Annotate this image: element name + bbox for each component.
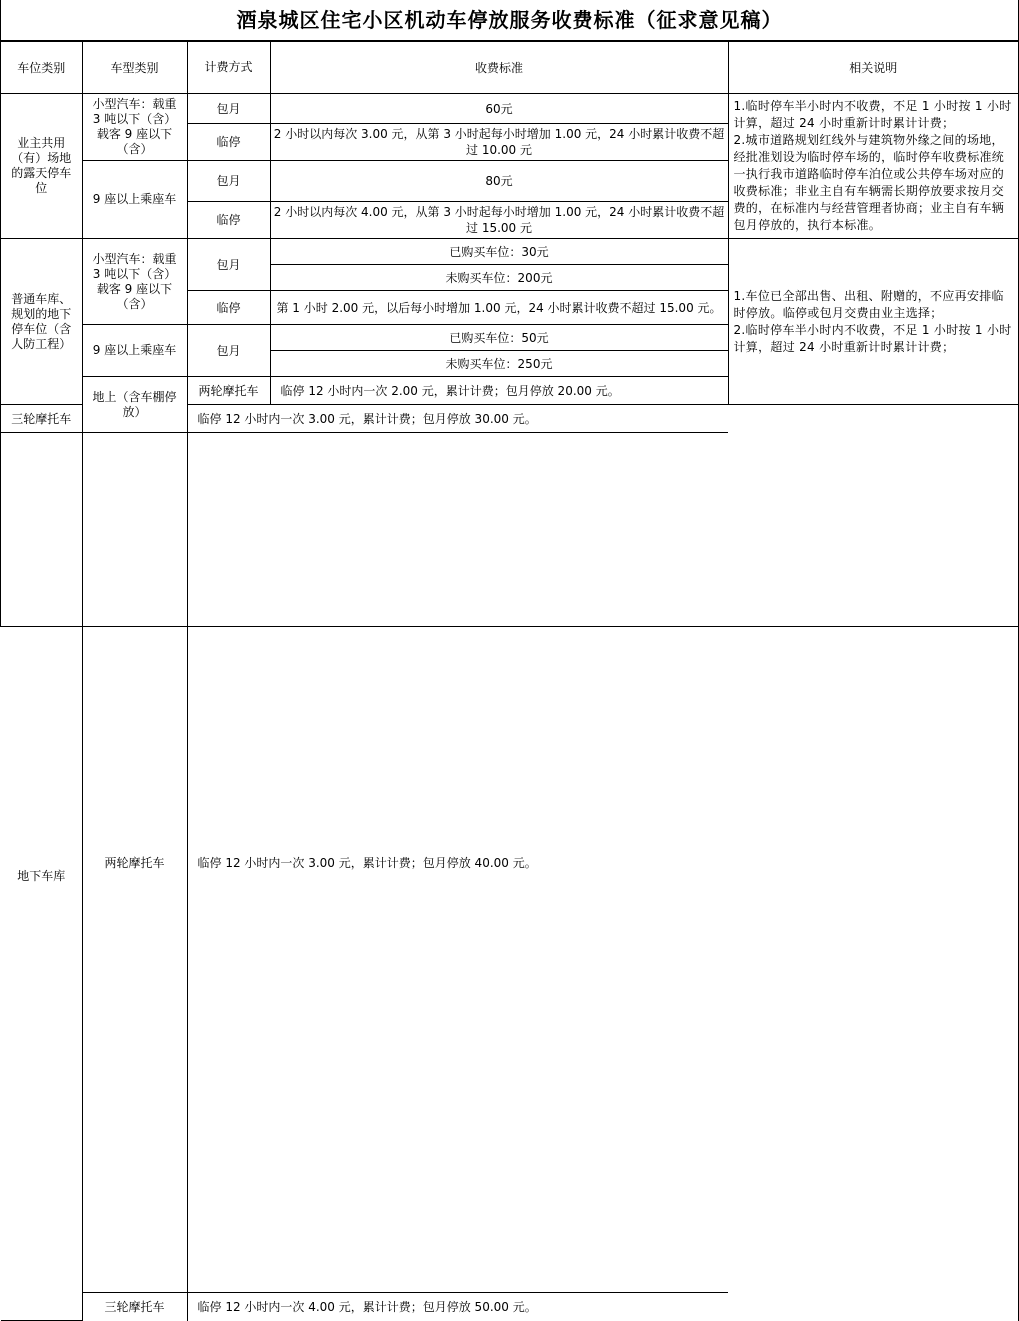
fee-unpurchased-small: 未购买车位：200元 <box>270 265 728 291</box>
fee-monthly-small: 60元 <box>270 94 728 124</box>
note-line: 1.临时停车半小时内不收费，不足 1 小时按 1 小时计算，超过 24 小时重新计时累计计费； <box>733 99 1012 130</box>
table-row <box>1 433 1018 1293</box>
bus-vehicle-type: 9 座以上乘座车 <box>82 325 187 377</box>
garage-space-category: 普通车库、规划的地下停车位（含人防工程） <box>1 239 82 405</box>
note-line: 2.城市道路规划红线外与建筑物外缘之间的场地，经批准划设为临时停车场的，临时停车收费标准统一执行我市道路临时停车泊位或公共停车场对应的收费标准；非业主自有车辆需长期停放要求按月交费的，在标准内与经营管理者协商；业主自有车辆包月停放的，执行本标准。 <box>733 133 1005 232</box>
table-row <box>1 94 1018 124</box>
outdoor-notes <box>728 94 1018 239</box>
fee-purchased-bus: 已购买车位：50元 <box>270 325 728 351</box>
header-billing-mode: 计费方式 <box>187 42 270 94</box>
document-title: 酒泉城区住宅小区机动车停放服务收费标准（征求意见稿） <box>1 0 1018 41</box>
header-row <box>1 42 1018 94</box>
small-vehicle-type: 小型汽车：载重 3 吨以下（含）载客 9 座以下（含） <box>82 94 187 161</box>
table-row <box>1 239 1018 265</box>
fee-purchased-small: 已购买车位：30元 <box>270 239 728 265</box>
two-wheel-motorcycle: 两轮摩托车 <box>82 433 187 1293</box>
header-vehicle-type: 车型类别 <box>82 42 187 94</box>
billing-temporary: 临停 <box>187 291 270 325</box>
fee-underground-three-wheel: 临停 12 小时内一次 4.00 元，累计计费；包月停放 50.00 元。 <box>187 1293 728 1321</box>
small-vehicle-type: 小型汽车：载重 3 吨以下（含）载客 9 座以下（含） <box>82 239 187 325</box>
fee-ground-two-wheel: 临停 12 小时内一次 2.00 元，累计计费；包月停放 20.00 元。 <box>270 377 1018 405</box>
table-row <box>1 377 1018 405</box>
fee-temporary-bus: 2 小时以内每次 4.00 元，从第 3 小时起每小时增加 1.00 元，24 小时累计收费不超过 15.00 元 <box>270 202 728 239</box>
fee-temporary-small: 2 小时以内每次 3.00 元，从第 3 小时起每小时增加 1.00 元，24 小时累计收费不超过 10.00 元 <box>270 124 728 161</box>
billing-temporary: 临停 <box>187 202 270 239</box>
billing-temporary: 临停 <box>187 124 270 161</box>
fee-table <box>1 41 1018 1321</box>
table-row <box>1 1293 1018 1321</box>
fee-unpurchased-bus: 未购买车位：250元 <box>270 351 728 377</box>
outdoor-space-category: 业主共用（有）场地的露天停车位 <box>1 94 82 239</box>
three-wheel-motorcycle: 三轮摩托车 <box>82 1293 187 1321</box>
note-line: 1.车位已全部出售、出租、附赠的，不应再安排临时停放。临停或包月交费由业主选择； <box>733 288 1004 320</box>
three-wheel-motorcycle: 三轮摩托车 <box>1 405 82 433</box>
header-remarks: 相关说明 <box>728 42 1018 94</box>
fee-ground-three-wheel: 临停 12 小时内一次 3.00 元，累计计费；包月停放 30.00 元。 <box>187 405 728 433</box>
billing-monthly: 包月 <box>187 325 270 377</box>
fee-temporary-small: 第 1 小时 2.00 元，以后每小时增加 1.00 元，24 小时累计收费不超过 15.00 元。 <box>270 291 728 325</box>
billing-monthly: 包月 <box>187 161 270 202</box>
billing-monthly: 包月 <box>187 239 270 291</box>
fee-underground-two-wheel: 临停 12 小时内一次 3.00 元，累计计费；包月停放 40.00 元。 <box>187 433 728 1293</box>
header-space-type: 车位类别 <box>1 42 82 94</box>
ground-space-category: 地上（含车棚停放） <box>82 377 187 433</box>
fee-monthly-bus: 80元 <box>270 161 728 202</box>
bus-vehicle-type: 9 座以上乘座车 <box>82 161 187 239</box>
note-line: 2.临时停车半小时内不收费，不足 1 小时按 1 小时计算，超过 24 小时重新计时累计计费； <box>733 322 1012 354</box>
two-wheel-motorcycle: 两轮摩托车 <box>187 377 270 405</box>
header-fee-standard: 收费标准 <box>270 42 728 94</box>
billing-monthly: 包月 <box>187 94 270 124</box>
underground-space-category: 地下车库 <box>1 433 82 1321</box>
